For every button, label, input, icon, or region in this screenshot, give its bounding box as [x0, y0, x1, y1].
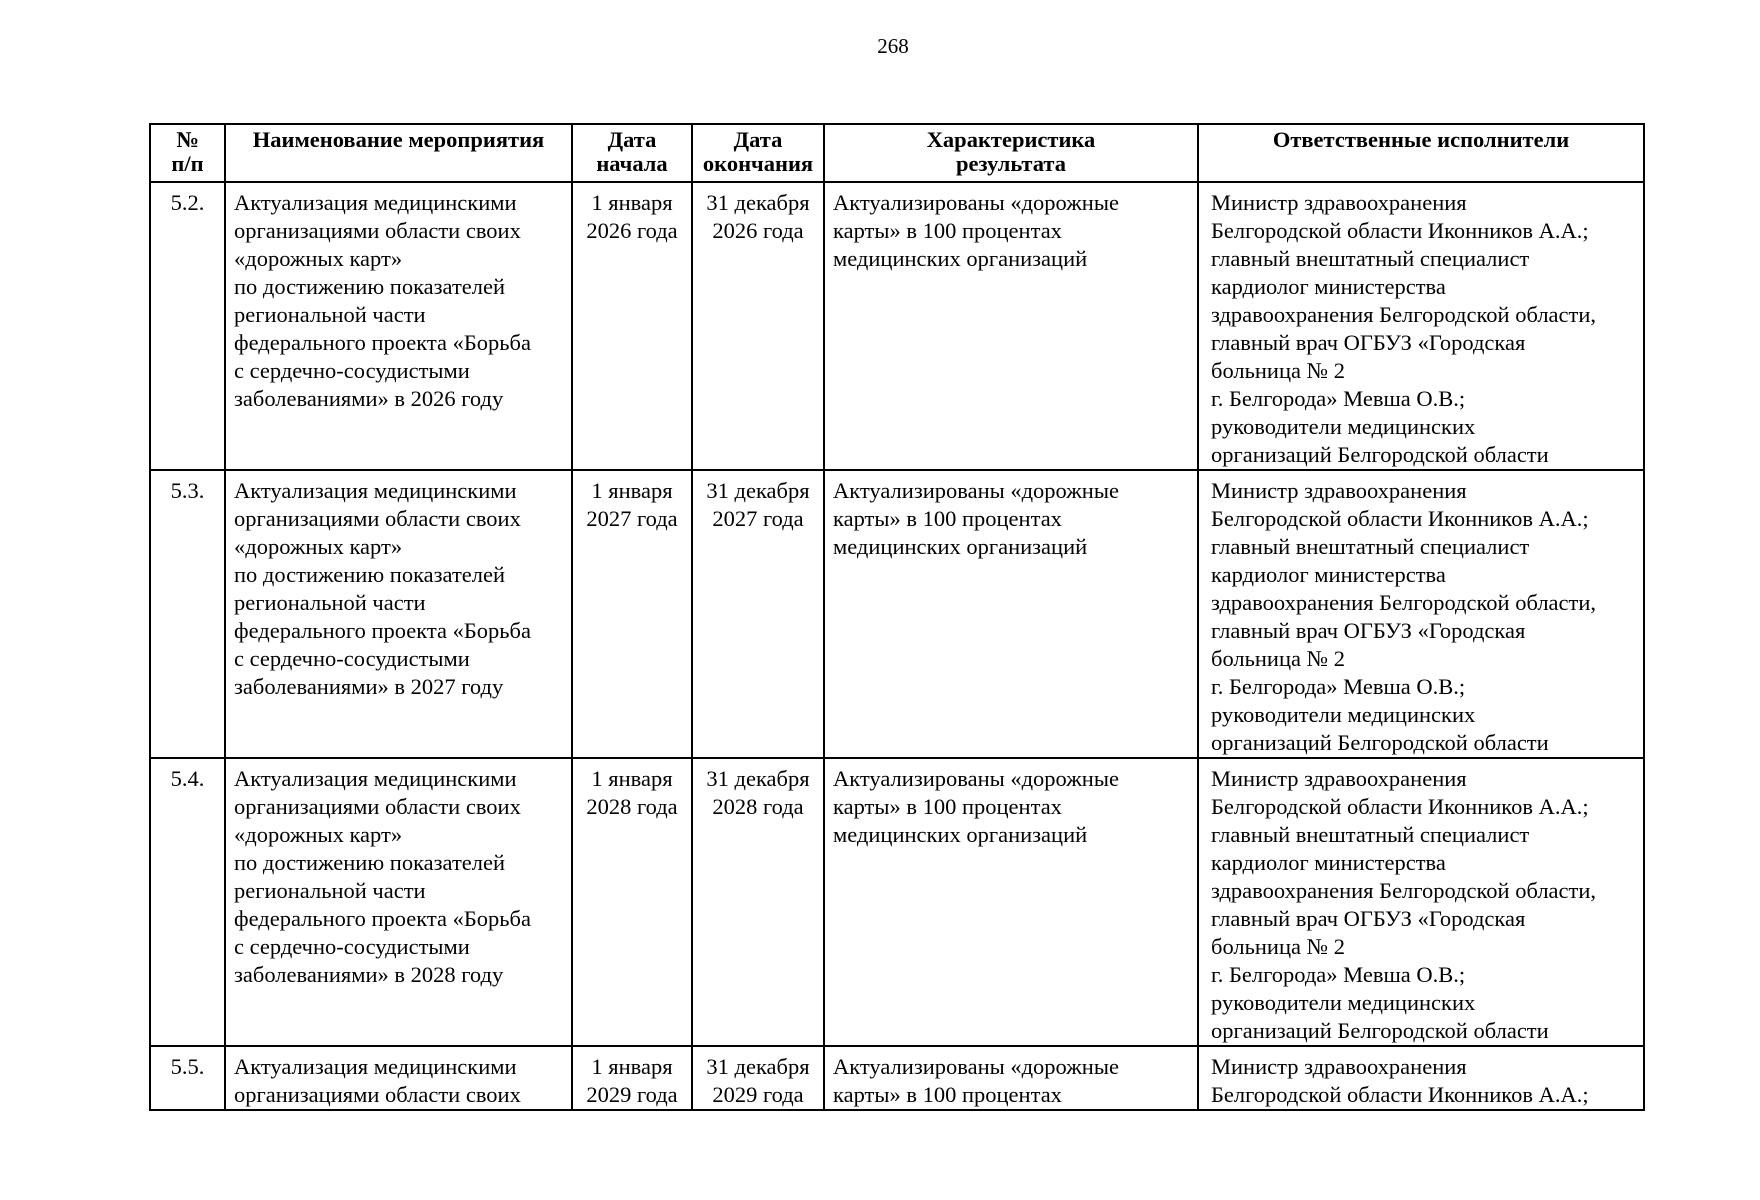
- header-end-date: Дата окончания: [692, 124, 824, 182]
- table-row: [150, 182, 1644, 470]
- activity-name: Актуализация медицинскими организациями области своих «дорожных карт» по достижению показателей региональной части федерального проекта «Борьба с сердечно-сосудистыми заболеваниями» в 2028 году: [225, 758, 572, 1046]
- row-number: 5.2.: [150, 182, 225, 470]
- start-date: 1 января 2028 года: [572, 758, 692, 1046]
- header-result: Характеристика результата: [824, 124, 1198, 182]
- table-row: [150, 1046, 1644, 1110]
- table-row: [150, 758, 1644, 1046]
- result-description: Актуализированы «дорожные карты» в 100 процентах медицинских организаций: [824, 470, 1198, 758]
- activity-name: Актуализация медицинскими организациями области своих «дорожных карт» по достижению показателей региональной части федерального проекта «Борьба с сердечно-сосудистыми заболеваниями» в 2027 году: [225, 470, 572, 758]
- row-number: 5.3.: [150, 470, 225, 758]
- responsible-persons: Министр здравоохранения Белгородской области Иконников А.А.; главный внештатный специалист кардиолог министерства здравоохранения Белгородской области, главный врач ОГБУЗ «Городская больница № 2 г. Белгорода» Мевша О.В.; руководители медицинских организаций Белгородской области: [1198, 182, 1644, 470]
- activities-table: [149, 123, 1645, 1111]
- end-date: 31 декабря 2028 года: [692, 758, 824, 1046]
- start-date: 1 января 2026 года: [572, 182, 692, 470]
- responsible-persons: Министр здравоохранения Белгородской области Иконников А.А.; главный внештатный специалист кардиолог министерства здравоохранения Белгородской области, главный врач ОГБУЗ «Городская больница № 2 г. Белгорода» Мевша О.В.; руководители медицинских организаций Белгородской области: [1198, 470, 1644, 758]
- row-number: 5.4.: [150, 758, 225, 1046]
- result-description: Актуализированы «дорожные карты» в 100 процентах медицинских организаций: [824, 182, 1198, 470]
- row-number: 5.5.: [150, 1046, 225, 1110]
- table-header-row: [150, 124, 1644, 182]
- end-date: 31 декабря 2027 года: [692, 470, 824, 758]
- header-number: № п/п: [150, 124, 225, 182]
- start-date: 1 января 2027 года: [572, 470, 692, 758]
- header-activity-name: Наименование мероприятия: [225, 124, 572, 182]
- table-row: [150, 470, 1644, 758]
- responsible-persons: Министр здравоохранения Белгородской области Иконников А.А.;: [1198, 1046, 1644, 1110]
- header-start-date: Дата начала: [572, 124, 692, 182]
- page-number: 268: [877, 34, 909, 58]
- end-date: 31 декабря 2029 года: [692, 1046, 824, 1110]
- header-responsible: Ответственные исполнители: [1198, 124, 1644, 182]
- result-description: Актуализированы «дорожные карты» в 100 процентах: [824, 1046, 1198, 1110]
- activity-name: Актуализация медицинскими организациями области своих «дорожных карт» по достижению показателей региональной части федерального проекта «Борьба с сердечно-сосудистыми заболеваниями» в 2026 году: [225, 182, 572, 470]
- start-date: 1 января 2029 года: [572, 1046, 692, 1110]
- result-description: Актуализированы «дорожные карты» в 100 процентах медицинских организаций: [824, 758, 1198, 1046]
- end-date: 31 декабря 2026 года: [692, 182, 824, 470]
- responsible-persons: Министр здравоохранения Белгородской области Иконников А.А.; главный внештатный специалист кардиолог министерства здравоохранения Белгородской области, главный врач ОГБУЗ «Городская больница № 2 г. Белгорода» Мевша О.В.; руководители медицинских организаций Белгородской области: [1198, 758, 1644, 1046]
- activity-name: Актуализация медицинскими организациями области своих: [225, 1046, 572, 1110]
